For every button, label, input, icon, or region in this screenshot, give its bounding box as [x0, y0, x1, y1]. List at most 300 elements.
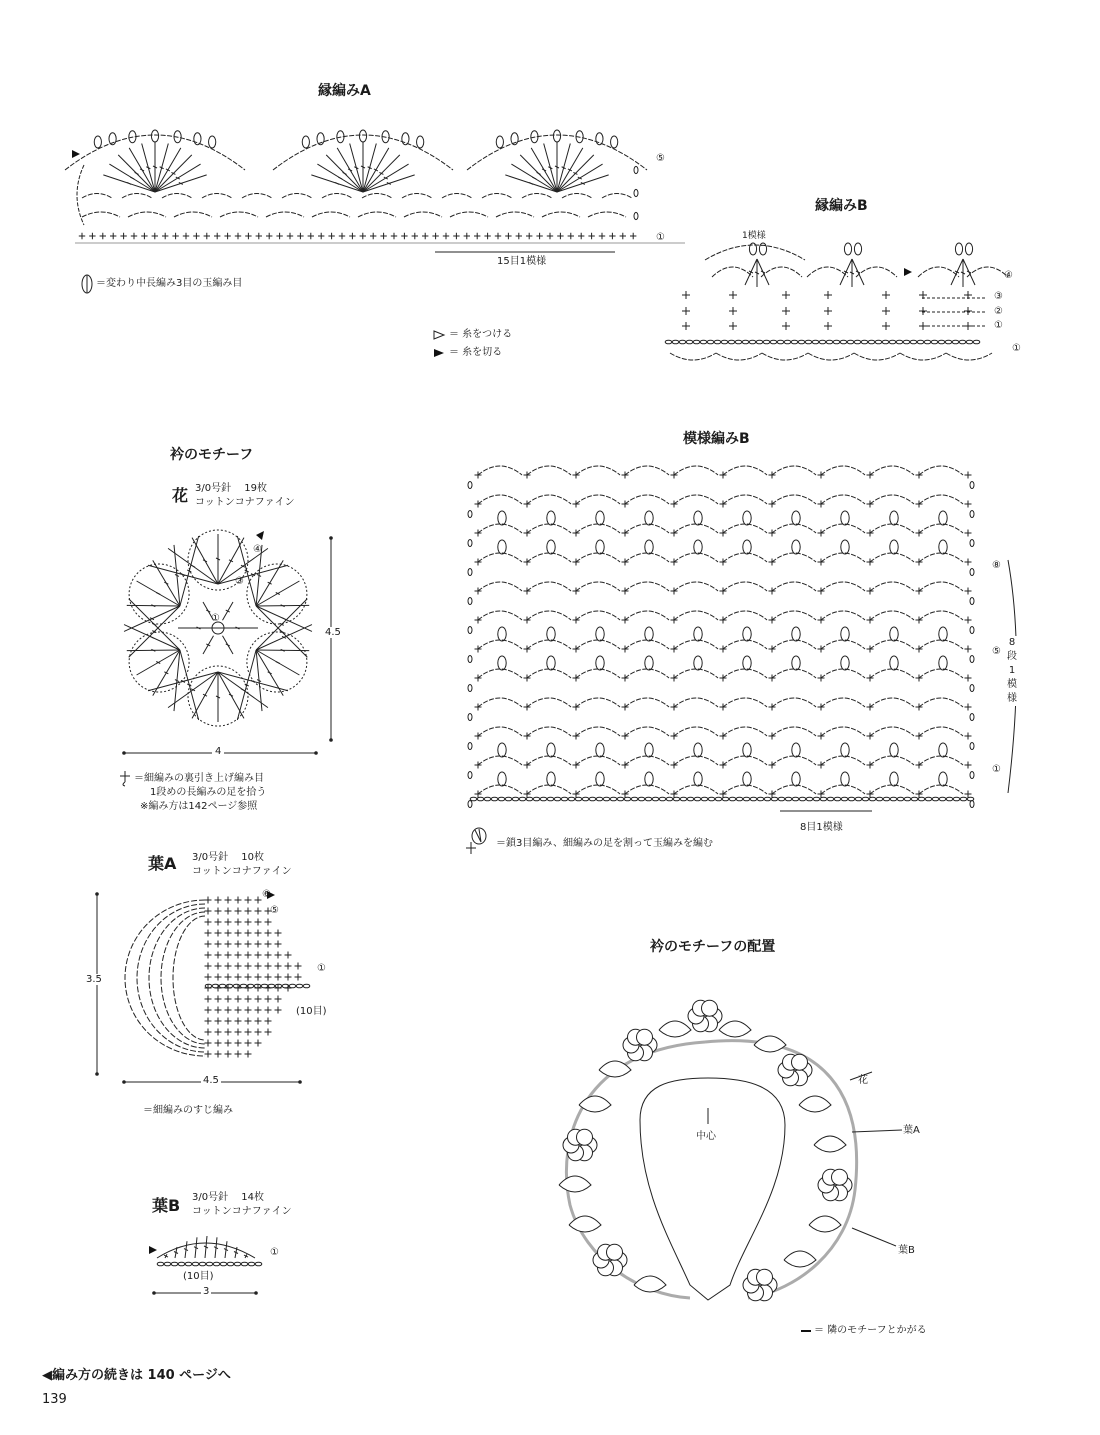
leaf-a-sc: [275, 963, 282, 970]
pattern-b-chain-loop: [723, 582, 767, 591]
collar-leaf-a-motif: [814, 1136, 846, 1152]
pattern-b-foundation-chain: [554, 797, 561, 801]
leaf-a-sc: [205, 1051, 212, 1058]
leaf-a-sc: [235, 919, 242, 926]
pattern-b-repeat-label: 8目1模様: [800, 822, 843, 833]
edging-b-base-scallop: [946, 353, 992, 360]
pattern-b-chain-loop: [919, 669, 963, 678]
edging-b-row-1-label: ①: [994, 320, 1003, 331]
pattern-b-foundation-chain: [624, 797, 631, 801]
leaf-a-sc: [265, 1018, 272, 1025]
pattern-b-chain-loop: [723, 785, 767, 794]
edging-a-row3-loop: [482, 194, 512, 199]
leaf-b-chart: [145, 1228, 305, 1278]
edging-a-foundation-sc: [620, 233, 626, 239]
edging-b-sc-column: [729, 291, 737, 299]
edging-a-foundation-sc: [495, 233, 501, 239]
leaf-a-count: 10枚: [241, 852, 265, 863]
pattern-b-puff-cluster: [498, 772, 506, 786]
edging-b-chain-base: [854, 340, 861, 344]
edging-a-row2-loop: [496, 212, 534, 217]
pattern-b-puff-cluster: [841, 511, 849, 525]
edging-a-picot-puff: [94, 136, 101, 148]
edging-b-picot: [854, 243, 861, 255]
pattern-b-chain-loop: [674, 524, 718, 533]
pattern-b-chain-loop: [576, 466, 620, 475]
leaf-a-arc-row: [161, 912, 205, 1044]
pattern-b-chain-loop: [576, 495, 620, 504]
edging-b-sc-column: [682, 322, 690, 330]
pattern-b-foundation-chain: [498, 797, 505, 801]
pattern-b-foundation-chain: [953, 797, 960, 801]
leaf-a-sc: [225, 897, 232, 904]
pattern-b-puff-cluster: [939, 656, 947, 670]
edging-a-foundation-sc: [349, 233, 355, 239]
edging-b-picot: [749, 243, 756, 255]
leaf-b-foundation-chain: [248, 1262, 255, 1266]
pattern-b-sc: [965, 472, 972, 479]
pattern-b-chain-loop: [870, 582, 914, 591]
dc-bar: [532, 177, 536, 179]
edging-b-chain-base: [931, 340, 938, 344]
edging-b-chain-base: [826, 340, 833, 344]
leaf-a-sc: [205, 1029, 212, 1036]
pattern-b-foundation-chain: [813, 797, 820, 801]
edging-a-foundation-sc: [557, 233, 563, 239]
pattern-b-chain-loop: [478, 611, 522, 620]
edging-a-foundation-sc: [588, 233, 594, 239]
pattern-b-chain-loop: [625, 553, 669, 562]
pattern-b-sc: [965, 501, 972, 508]
leaf-a-sc: [245, 941, 252, 948]
collar-motif-title: 衿のモチーフ: [170, 447, 254, 463]
pattern-b-turning-chain: [970, 714, 974, 721]
edging-b-chain-base: [833, 340, 840, 344]
leaf-a-sc: [255, 1018, 262, 1025]
edging-b-chain-base: [721, 340, 728, 344]
edging-a-picot-puff: [496, 136, 503, 148]
edging-a-row3-loop: [282, 194, 312, 199]
leaf-a-sc: [245, 1029, 252, 1036]
collar-leaf-b-motif: [719, 1021, 751, 1037]
pattern-b-chain-loop: [723, 698, 767, 707]
flower-note-1: ＝細編みの裏引き上げ編み目: [134, 773, 264, 784]
pattern-b-turning-chain: [970, 685, 974, 692]
edging-b-chain-base: [910, 340, 917, 344]
pattern-b-chain-loop: [478, 640, 522, 649]
edging-b-chain-base: [903, 340, 910, 344]
pattern-b-foundation-chain: [526, 797, 533, 801]
pattern-b-turning-chain: [468, 598, 472, 605]
edging-b-base-row-label: ①: [1012, 343, 1021, 354]
leaf-b-foundation-chain: [185, 1262, 192, 1266]
pattern-b-chart: [460, 455, 1020, 825]
edging-a-row3-loop: [602, 194, 632, 199]
leaf-a-sc: [225, 1029, 232, 1036]
pattern-b-row-repeat-label: 8段1模様: [1007, 637, 1017, 704]
edging-a-foundation-sc: [370, 233, 376, 239]
edging-a-foundation-sc: [536, 233, 542, 239]
edging-b-chain-base: [840, 340, 847, 344]
puff-stitch-legend: ＝変わり中長編み3目の玉編み目: [96, 278, 243, 289]
leaf-a-sc: [205, 897, 212, 904]
pattern-b-turning-chain: [970, 656, 974, 663]
edging-a-picot-puff: [359, 130, 366, 142]
edging-b-row-2-label: ②: [994, 306, 1003, 317]
leaf-a-sc: [225, 1007, 232, 1014]
edging-a-row3-loop: [442, 194, 472, 199]
edging-a-chart: [60, 110, 700, 270]
leaf-b-foundation-chain: [199, 1262, 206, 1266]
pattern-b-chain-loop: [576, 611, 620, 620]
edging-a-foundation-sc: [131, 233, 137, 239]
edging-a-foundation-sc: [89, 233, 95, 239]
pattern-b-puff-cluster: [841, 627, 849, 641]
pattern-b-chain-loop: [625, 785, 669, 794]
edging-a-picot-puff: [553, 130, 560, 142]
edging-a-row3-loop: [82, 194, 112, 199]
pattern-b-chain-loop: [576, 582, 620, 591]
leaf-a-sc: [275, 1007, 282, 1014]
edging-b-loop: [761, 267, 802, 277]
pattern-b-chain-loop: [919, 640, 963, 649]
pattern-b-puff-cluster: [792, 772, 800, 786]
pattern-b-foundation-chain: [855, 797, 862, 801]
pattern-b-chain-loop: [527, 553, 571, 562]
leaf-b-pointer-line: [852, 1228, 896, 1246]
leaf-a-sc: [235, 941, 242, 948]
pattern-b-chain-loop: [821, 640, 865, 649]
leaf-a-sc: [205, 952, 212, 959]
pattern-b-puff-cluster: [694, 656, 702, 670]
pattern-b-puff-cluster: [596, 656, 604, 670]
edging-b-chain-base: [728, 340, 735, 344]
leaf-a-sc: [245, 919, 252, 926]
pattern-b-chain-loop: [821, 727, 865, 736]
edging-a-turning-chain: [634, 189, 638, 196]
edging-b-chart: [660, 225, 1000, 375]
leaf-a-sc: [205, 1040, 212, 1047]
pattern-b-chain-loop: [772, 669, 816, 678]
pattern-b-puff-cluster: [890, 743, 898, 757]
collar-neckline: [640, 1078, 785, 1300]
flower-round-3-label: ③: [235, 576, 244, 587]
pattern-b-chain-loop: [478, 698, 522, 707]
leaf-a-sc: [275, 930, 282, 937]
leaf-a-sc: [265, 963, 272, 970]
leaf-a-foundation-chain: [219, 984, 226, 988]
leaf-b-foundation-chain: [255, 1262, 262, 1266]
leaf-a-sc: [205, 1007, 212, 1014]
pattern-b-chain-loop: [723, 524, 767, 533]
edging-b-base-scallop: [670, 353, 716, 360]
leaf-a-sc: [225, 963, 232, 970]
pattern-b-puff-cluster: [939, 743, 947, 757]
pattern-b-chain-loop: [772, 756, 816, 765]
layout-title: 衿のモチーフの配置: [650, 939, 776, 955]
pattern-b-chain-loop: [870, 727, 914, 736]
pattern-b-chain-loop: [772, 785, 816, 794]
pattern-b-puff-cluster: [694, 540, 702, 554]
pattern-b-foundation-chain: [729, 797, 736, 801]
leaf-a-sc: [205, 941, 212, 948]
edging-a-foundation-sc: [380, 233, 386, 239]
leaf-a-sc: [215, 1051, 222, 1058]
pattern-b-foundation-chain: [484, 797, 491, 801]
flower-name: 花: [172, 486, 189, 505]
pattern-b-chain-loop: [625, 756, 669, 765]
edging-a-foundation-sc: [100, 233, 106, 239]
pattern-b-chain-loop: [821, 611, 865, 620]
collar-leaf-b-motif: [799, 1096, 831, 1112]
pattern-b-foundation-chain: [477, 797, 484, 801]
edging-a-row2-loop: [404, 212, 442, 217]
pattern-b-puff-cluster: [645, 540, 653, 554]
edging-a-foundation-sc: [141, 233, 147, 239]
leaf-a-sc: [285, 974, 292, 981]
pattern-b-chain-loop: [625, 524, 669, 533]
leaf-a-sc: [265, 930, 272, 937]
pattern-b-foundation-chain: [519, 797, 526, 801]
pattern-b-puff-cluster: [596, 743, 604, 757]
pattern-b-row-1-label: ①: [992, 764, 1001, 775]
flower-height-value: 4.5: [325, 627, 341, 638]
pattern-b-chain-loop: [772, 495, 816, 504]
pattern-b-chain-loop: [772, 698, 816, 707]
pattern-b-foundation-chain: [792, 797, 799, 801]
pattern-b-puff-cluster: [694, 772, 702, 786]
edging-a-foundation-sc: [464, 233, 470, 239]
leaf-b-count: 14枚: [241, 1192, 265, 1203]
pattern-b-puff-cluster: [939, 627, 947, 641]
pattern-b-foundation-chain: [862, 797, 869, 801]
pattern-b-puff-cluster: [645, 772, 653, 786]
leaf-a-note: ＝細編みのすじ編み: [143, 1105, 233, 1116]
leaf-a-foundation-chain: [240, 984, 247, 988]
leaf-b-foundation-chain: [178, 1262, 185, 1266]
pattern-b-foundation-chain: [876, 797, 883, 801]
pattern-b-chain-loop: [870, 785, 914, 794]
pattern-b-foundation-chain: [918, 797, 925, 801]
pattern-b-puff-cluster: [694, 627, 702, 641]
pattern-b-sc: [965, 675, 972, 682]
flower-spec: [195, 482, 295, 510]
pattern-b-chain-loop: [527, 698, 571, 707]
edging-a-row3-loop: [122, 194, 152, 199]
whipstitch-legend: ＝ 隣のモチーフとかがる: [814, 1325, 927, 1336]
leaf-a-sc: [225, 1051, 232, 1058]
pattern-b-foundation-chain: [575, 797, 582, 801]
pattern-b-chain-loop: [527, 524, 571, 533]
pattern-b-turning-chain: [468, 482, 472, 489]
pattern-b-chain-loop: [821, 669, 865, 678]
back-post-sc-icon: [118, 770, 132, 786]
leaf-a-sc: [255, 908, 262, 915]
leaf-a-sc: [235, 952, 242, 959]
edging-b-loop: [967, 267, 1008, 277]
edging-a-foundation-sc: [162, 233, 168, 239]
pattern-b-foundation-chain: [652, 797, 659, 801]
puff-cluster-icon: [463, 826, 491, 856]
edging-b-sc-column: [782, 322, 790, 330]
pattern-b-chain-loop: [772, 553, 816, 562]
leaf-a-sc: [205, 963, 212, 970]
pattern-b-chain-loop: [919, 466, 963, 475]
pattern-b-chain-loop: [674, 553, 718, 562]
dc-bar: [156, 593, 160, 595]
leaf-a-sc: [255, 930, 262, 937]
pattern-b-chain-loop: [870, 553, 914, 562]
edging-a-row2-loop: [266, 212, 304, 217]
edging-b-chain-base: [700, 340, 707, 344]
edging-b-chain-base: [847, 340, 854, 344]
edging-a-foundation-sc: [505, 233, 511, 239]
edging-a-row3-loop: [562, 194, 592, 199]
edging-a-picot-puff: [194, 133, 201, 145]
edging-a-foundation-sc: [474, 233, 480, 239]
leaf-a-arc-row: [149, 908, 205, 1048]
pattern-b-chain-loop: [723, 495, 767, 504]
edging-a-picot-puff: [402, 133, 409, 145]
pattern-b-chain-loop: [576, 756, 620, 765]
pattern-b-chain-loop: [625, 669, 669, 678]
pattern-b-foundation-chain: [589, 797, 596, 801]
edging-a-foundation-sc: [412, 233, 418, 239]
pattern-b-chain-loop: [674, 495, 718, 504]
pattern-b-puff-cluster: [841, 772, 849, 786]
pattern-b-chain-loop: [723, 756, 767, 765]
leaf-a-sc: [215, 919, 222, 926]
edging-a-foundation-sc: [360, 233, 366, 239]
pattern-b-foundation-chain: [722, 797, 729, 801]
edging-a-foundation-sc: [391, 233, 397, 239]
edging-b-row-4-label: ④: [1004, 270, 1013, 281]
edging-a-foundation-sc: [256, 233, 262, 239]
leaf-a-sc: [255, 963, 262, 970]
edging-a-turning-chain: [634, 212, 638, 219]
leaf-a-pointer-line: [852, 1130, 902, 1132]
leaf-a-sc: [255, 996, 262, 1003]
leaf-a-sc: [215, 1018, 222, 1025]
dc-bar: [282, 618, 286, 620]
pattern-b-sc: [965, 530, 972, 537]
leaf-a-sc: [265, 941, 272, 948]
pattern-b-foundation-chain: [617, 797, 624, 801]
pattern-b-chain-loop: [772, 640, 816, 649]
pattern-b-foundation-chain: [694, 797, 701, 801]
pattern-b-puff-cluster: [743, 772, 751, 786]
pattern-b-puff-cluster: [645, 511, 653, 525]
pattern-b-puff-cluster: [792, 743, 800, 757]
edging-b-chain-base: [777, 340, 784, 344]
pattern-b-chain-loop: [821, 466, 865, 475]
collar-leaf-a-motif: [659, 1021, 691, 1037]
pattern-b-chain-loop: [821, 582, 865, 591]
pattern-b-chain-loop: [576, 785, 620, 794]
leaf-b-foundation-chain: [171, 1262, 178, 1266]
pattern-b-chain-loop: [919, 582, 963, 591]
leaf-a-sc: [245, 1051, 252, 1058]
pattern-b-chain-loop: [674, 727, 718, 736]
edging-a-foundation-sc: [266, 233, 272, 239]
pattern-b-sc: [965, 588, 972, 595]
edging-b-chain-base: [679, 340, 686, 344]
pattern-b-chain-loop: [919, 524, 963, 533]
edging-a-foundation-sc: [568, 233, 574, 239]
pattern-b-puff-cluster: [596, 627, 604, 641]
leaf-a-sc: [225, 919, 232, 926]
pattern-b-foundation-chain: [778, 797, 785, 801]
pattern-b-foundation-chain: [568, 797, 575, 801]
pattern-b-foundation-chain: [680, 797, 687, 801]
pattern-b-sc: [965, 617, 972, 624]
edging-b-sc-column: [782, 307, 790, 315]
edging-b-sc-column: [882, 291, 890, 299]
leaf-a-foundation: (10目): [296, 1006, 327, 1017]
pattern-b-chain-loop: [919, 611, 963, 620]
flower-width-value: 4: [212, 746, 224, 757]
edging-a-foundation-sc: [578, 233, 584, 239]
dc-bar: [338, 177, 342, 179]
leaf-a-sc: [235, 1018, 242, 1025]
pattern-b-chain-loop: [919, 785, 963, 794]
pattern-b-puff-cluster: [547, 656, 555, 670]
pattern-b-foundation-chain: [806, 797, 813, 801]
pattern-b-turning-chain: [970, 511, 974, 518]
cut-yarn-icon: [433, 348, 445, 358]
pattern-b-chain-loop: [576, 727, 620, 736]
pattern-b-puff-cluster: [890, 511, 898, 525]
leaf-a-foundation-chain: [303, 984, 310, 988]
collar-layout-diagram: [530, 960, 950, 1330]
dc-bar: [150, 636, 154, 638]
pattern-b-chain-loop: [870, 669, 914, 678]
leaf-a-foundation-chain: [268, 984, 275, 988]
leaf-a-sc: [225, 908, 232, 915]
edging-b-row-3-label: ③: [994, 291, 1003, 302]
leaf-a-sc: [255, 897, 262, 904]
flower-round-1-label: ①: [211, 613, 220, 624]
edging-a-row2-loop: [542, 212, 580, 217]
pattern-b-chain-loop: [478, 727, 522, 736]
pattern-b-foundation-chain: [750, 797, 757, 801]
pattern-b-foundation-chain: [904, 797, 911, 801]
pattern-b-chain-loop: [723, 727, 767, 736]
leaf-a-foundation-chain: [233, 984, 240, 988]
edging-a-row2-loop: [588, 212, 626, 217]
edging-b-sc-column: [729, 322, 737, 330]
flower-round-4-label: ④: [253, 544, 262, 555]
leaf-b-spec: [192, 1191, 292, 1219]
edging-a-foundation-sc: [287, 233, 293, 239]
pattern-b-chain-loop: [723, 669, 767, 678]
edging-b-chain-base: [819, 340, 826, 344]
leaf-a-sc: [245, 974, 252, 981]
edging-b-sc-column: [824, 307, 832, 315]
pattern-b-foundation-chain: [638, 797, 645, 801]
pattern-b-foundation-chain: [911, 797, 918, 801]
pattern-b-chain-loop: [478, 524, 522, 533]
pattern-b-chain-loop: [527, 466, 571, 475]
edging-a-picot-puff: [596, 133, 603, 145]
edging-a-foundation-sc: [453, 233, 459, 239]
leaf-a-sc: [265, 996, 272, 1003]
pattern-b-sc: [965, 646, 972, 653]
pattern-b-chain-loop: [772, 524, 816, 533]
pattern-b-chain-loop: [821, 524, 865, 533]
pattern-b-chain-loop: [625, 698, 669, 707]
leaf-a-sc: [215, 941, 222, 948]
